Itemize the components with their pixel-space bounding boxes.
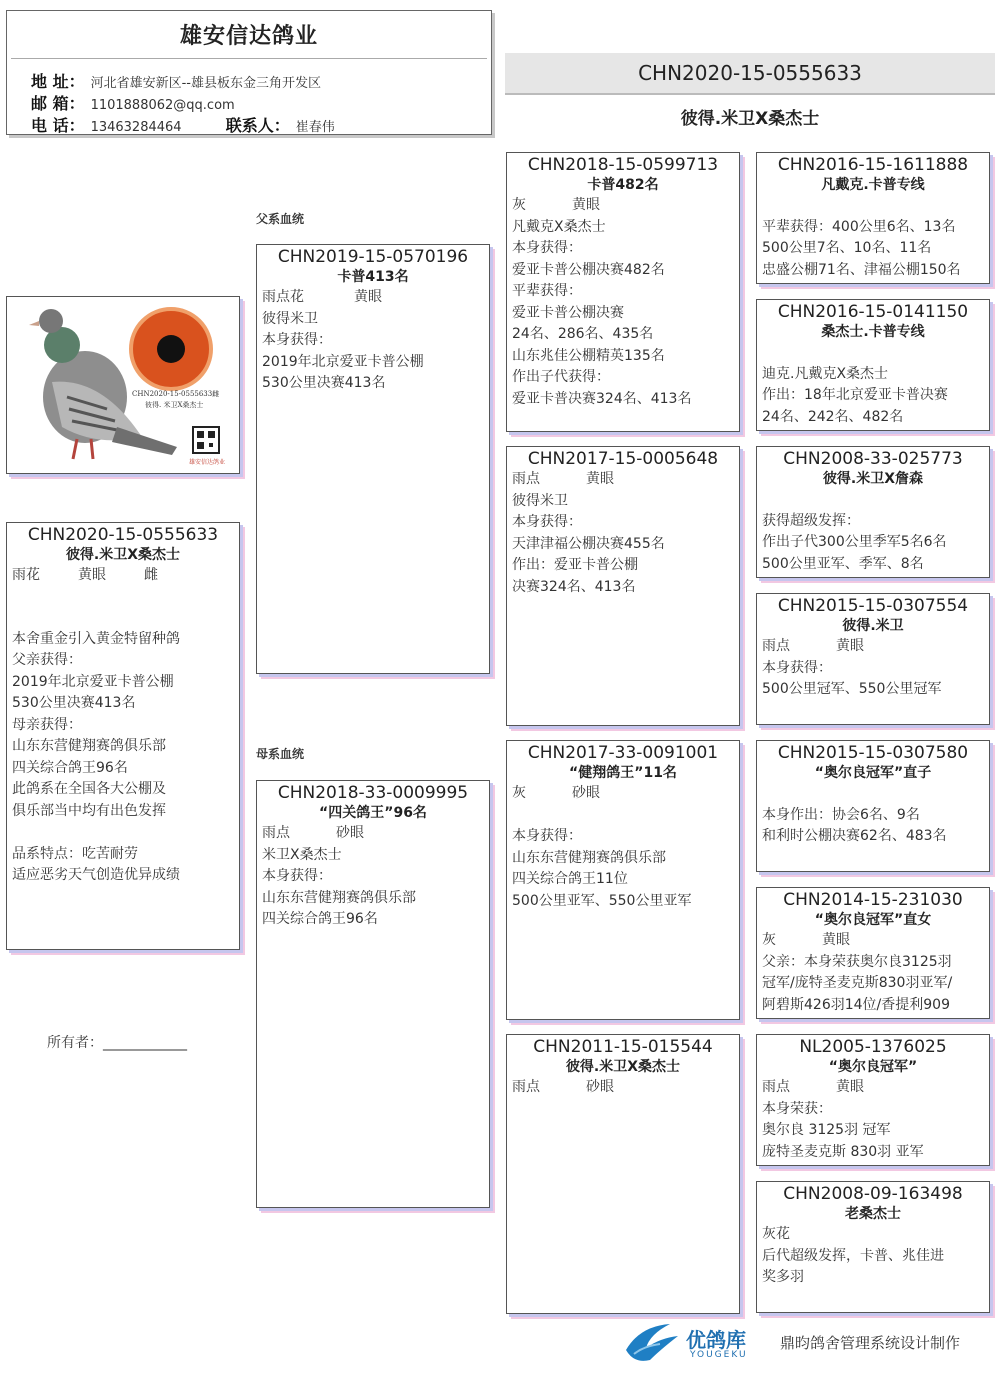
dds-eye: 黄眼 <box>836 1079 864 1095</box>
note-line: 24名、286名、435名 <box>512 326 654 342</box>
footer-credit <box>620 1318 990 1368</box>
sds-notes <box>757 489 989 575</box>
dam-traits <box>257 823 489 845</box>
sss-notes <box>757 195 989 281</box>
note-line <box>762 783 984 805</box>
sire-sire-title: 卡普482名 <box>587 177 659 193</box>
note-line: 彼得米卫 <box>512 492 568 509</box>
sdd-color: 雨点 <box>762 638 790 654</box>
note-line: 2019年北京爱亚卡普公棚 <box>12 673 174 690</box>
sire-dam-ring: CHN2017-15-0005648 <box>527 449 719 469</box>
dds-card[interactable] <box>756 1034 990 1166</box>
email-label: 邮 箱： <box>31 94 85 113</box>
dsd-eye: 黄眼 <box>822 932 850 948</box>
sire-traits <box>257 287 489 309</box>
dam-title: “四关鸽王”96名 <box>319 805 427 821</box>
note-line: 500公里亚军、550公里亚军 <box>512 892 692 909</box>
note-line: 爱亚卡普公棚决赛 <box>512 304 624 321</box>
dam-dam-color: 雨点 <box>512 1079 540 1095</box>
note-line: 品系特点：吃苦耐劳 <box>12 845 138 862</box>
note-line: 奥尔良 3125羽 冠军 <box>762 1122 891 1138</box>
dam-sire-ring: CHN2017-33-0091001 <box>527 743 719 763</box>
address-value: 河北省雄安新区--雄县板东金三角开发区 <box>90 76 321 91</box>
contact-value: 崔春伟 <box>295 120 335 135</box>
dam-color: 雨点 <box>262 825 290 841</box>
ssd-card[interactable] <box>756 299 990 431</box>
dam-sire-color: 灰 <box>512 785 526 801</box>
address-row <box>31 69 321 92</box>
dam-ring: CHN2018-33-0009995 <box>277 783 469 803</box>
sire-dam-card[interactable] <box>506 446 740 726</box>
sdd-title: 彼得.米卫 <box>842 618 904 634</box>
subject-title: 彼得.米卫X桑杰士 <box>65 547 181 563</box>
photo-caption-strain: 彼得. 米卫X桑杰士 <box>145 401 204 409</box>
dsd-ring: CHN2014-15-231030 <box>783 890 963 910</box>
note-line: 迪克.凡戴克X桑杰士 <box>762 365 889 382</box>
dss-notes <box>757 783 989 848</box>
footer-credit-text: 鼎昀鸽舍管理系统设计制作 <box>780 1334 961 1352</box>
note-line <box>762 342 984 364</box>
dam-sire-notes <box>507 805 739 913</box>
note-line: 500公里亚军、季军、8名 <box>762 555 924 572</box>
subject-notes <box>7 629 239 887</box>
note-line: 忠盛公棚71名、津福公棚150名 <box>762 261 961 278</box>
note-line: 爱亚卡普决赛324名、413名 <box>512 390 692 407</box>
dsd-color: 灰 <box>762 932 776 948</box>
dam-sire-traits <box>507 783 739 805</box>
phone-label: 电 话： <box>31 116 85 135</box>
sire-sire-card[interactable] <box>506 152 740 432</box>
note-line: 冠军/庞特圣麦克斯830羽亚军/ <box>762 975 953 991</box>
note-line: 米卫X桑杰士 <box>262 846 342 863</box>
note-line <box>762 195 984 217</box>
note-line: 530公里决赛413名 <box>12 695 136 711</box>
note-line: 彼得米卫 <box>262 310 318 327</box>
owner-field: 所有者：____________ <box>47 1035 187 1051</box>
note-line: 本身荣获： <box>762 1100 832 1117</box>
note-line: 庞特圣麦克斯 830羽 亚军 <box>762 1143 924 1160</box>
note-line: 灰花 <box>762 1226 790 1242</box>
sire-dam-notes <box>507 491 739 599</box>
dds-title: “奥尔良冠军” <box>828 1059 918 1075</box>
sdd-ring: CHN2015-15-0307554 <box>777 596 969 616</box>
email-row <box>31 91 235 114</box>
note-line: 作出子代300公里季军5名6名 <box>762 534 947 550</box>
sds-title: 彼得.米卫X詹森 <box>822 471 924 487</box>
sire-sire-notes <box>507 217 739 411</box>
note-line: 阿碧斯426羽14位/香提利909 <box>762 996 950 1013</box>
subject-ring-banner: CHN2020-15-0555633 <box>505 53 995 95</box>
dsd-title: “奥尔良冠军”直女 <box>814 912 932 928</box>
sdd-traits <box>757 636 989 658</box>
note-line: 适应恶劣天气创造优异成绩 <box>12 867 180 883</box>
ddd-card[interactable] <box>756 1181 990 1313</box>
note-line: 获得超级发挥： <box>762 512 860 529</box>
address-label: 地 址： <box>31 72 85 91</box>
dam-sire-title: “健翔鸽王”11名 <box>569 765 677 781</box>
note-line: 本身获得： <box>512 240 582 256</box>
note-line: 爱亚卡普公棚决赛482名 <box>512 261 665 278</box>
subject-strain-banner: 彼得.米卫X桑杰士 <box>680 109 820 129</box>
ssd-title: 桑杰士.卡普专线 <box>821 324 925 340</box>
sire-notes <box>257 309 489 395</box>
note-line: 500公里冠军、550公里冠军 <box>762 681 942 697</box>
dsd-traits <box>757 930 989 952</box>
sire-sire-traits <box>507 195 739 217</box>
note-line <box>12 822 234 844</box>
note-line: 奖多羽 <box>762 1269 804 1285</box>
loft-name: 雄安信达鸽业 <box>179 24 318 49</box>
pigeon-tail <box>112 427 177 455</box>
note-line: 凡戴克X桑杰士 <box>512 218 606 235</box>
ddd-notes <box>757 1224 989 1289</box>
dam-dam-title: 彼得.米卫X桑杰士 <box>565 1059 681 1075</box>
note-line: 山东东营健翔赛鸽俱乐部 <box>512 849 666 866</box>
dsd-card[interactable] <box>756 887 990 1019</box>
phone-value[interactable]: 13463284464 <box>90 120 182 135</box>
sire-card[interactable] <box>256 244 490 674</box>
dsd-notes <box>757 952 989 1017</box>
email-value[interactable]: 1101888062@qq.com <box>90 98 235 113</box>
ssd-notes <box>757 342 989 428</box>
ssd-ring: CHN2016-15-0141150 <box>777 302 969 322</box>
dam-dam-ring: CHN2011-15-015544 <box>533 1037 713 1057</box>
dam-eye: 砂眼 <box>336 825 364 841</box>
dam-notes <box>257 845 489 931</box>
ddd-ring: CHN2008-09-163498 <box>783 1184 963 1204</box>
note-line: 530公里决赛413名 <box>262 375 386 391</box>
eye-pupil <box>157 335 185 363</box>
note-line: 本身获得： <box>512 514 582 530</box>
note-line: 俱乐部当中均有出色发挥 <box>12 802 166 819</box>
sire-dam-traits <box>507 469 739 491</box>
dss-title: “奥尔良冠军”直子 <box>814 765 932 781</box>
sdd-eye: 黄眼 <box>836 638 864 654</box>
photo-brand: 雄安信达鸽业 <box>189 459 226 466</box>
note-line: 决赛324名、413名 <box>512 578 636 595</box>
sire-dam-eye: 黄眼 <box>586 471 614 487</box>
qr-code <box>193 427 219 453</box>
subject-color: 雨花 <box>12 567 40 583</box>
sire-eye: 黄眼 <box>354 289 382 305</box>
sss-ring: CHN2016-15-1611888 <box>777 155 969 175</box>
sire-sire-color: 灰 <box>512 197 526 213</box>
note-line: 平辈获得： <box>512 283 582 299</box>
dam-sire-eye: 砂眼 <box>572 785 600 801</box>
sds-ring: CHN2008-33-025773 <box>783 449 963 469</box>
dam-dam-traits <box>507 1077 739 1099</box>
note-line: 500公里7名、10名、11名 <box>762 240 932 256</box>
subject-eye: 黄眼 <box>78 567 106 583</box>
note-line: 四关综合鸽王11位 <box>512 871 628 887</box>
sss-title: 凡戴克.卡普专线 <box>821 177 925 193</box>
footer-brand-en: YOUGEKU <box>690 1350 748 1360</box>
sdd-card[interactable] <box>756 593 990 725</box>
pigeon-head <box>39 309 63 333</box>
sire-ring: CHN2019-15-0570196 <box>277 247 469 267</box>
note-line: 母亲获得： <box>12 716 82 733</box>
dam-line-label: 母系血统 <box>256 747 305 761</box>
sire-sire-ring: CHN2018-15-0599713 <box>527 155 719 175</box>
note-line: 24名、242名、482名 <box>762 408 904 425</box>
sdd-notes <box>757 658 989 701</box>
loft-info-header <box>6 10 492 135</box>
note-line: 2019年北京爱亚卡普公棚 <box>262 353 424 370</box>
pigeon-photo <box>6 296 240 474</box>
note-line: 作出：爱亚卡普公棚 <box>512 557 638 573</box>
subject-ring: CHN2020-15-0555633 <box>27 525 219 545</box>
subject-traits <box>7 565 239 587</box>
note-line: 天津津福公棚决赛455名 <box>512 535 665 552</box>
dam-dam-eye: 砂眼 <box>586 1079 614 1095</box>
note-line: 父亲：本身荣获奥尔良3125羽 <box>762 953 952 970</box>
sire-line-label: 父系血统 <box>256 212 305 226</box>
note-line: 四关综合鸽王96名 <box>12 759 128 776</box>
dam-dam-card[interactable] <box>506 1034 740 1314</box>
dds-ring: NL2005-1376025 <box>799 1037 947 1057</box>
note-line: 平辈获得：400公里6名、13名 <box>762 218 956 235</box>
note-line <box>762 489 984 511</box>
note-line: 此鸽系在全国各大公棚及 <box>12 781 166 797</box>
note-line: 本舍重金引入黄金特留种鸽 <box>12 630 180 647</box>
note-line: 山东东营健翔赛鸽俱乐部 <box>12 738 166 754</box>
note-line: 山东兆佳公棚精英135名 <box>512 347 665 364</box>
note-line: 作出子代获得： <box>512 369 610 385</box>
dds-notes <box>757 1099 989 1164</box>
sds-card[interactable] <box>756 446 990 578</box>
dam-sire-card[interactable] <box>506 740 740 1020</box>
note-line: 父亲获得： <box>12 652 82 668</box>
yougeku-logo-icon <box>620 1320 684 1364</box>
subject-card[interactable] <box>6 522 240 950</box>
sire-color: 雨点花 <box>262 289 304 305</box>
note-line: 本身获得： <box>262 868 332 884</box>
header-divider <box>11 58 487 59</box>
sire-title: 卡普413名 <box>337 269 409 285</box>
sire-sire-eye: 黄眼 <box>572 197 600 213</box>
subject-sex: 雌 <box>144 567 158 583</box>
dds-color: 雨点 <box>762 1079 790 1095</box>
dam-card[interactable] <box>256 780 490 1208</box>
note-line: 本身获得： <box>262 332 332 348</box>
note-line: 作出：18年北京爱亚卡普决赛 <box>762 387 948 403</box>
sire-dam-color: 雨点 <box>512 471 540 487</box>
note-line: 山东东营健翔赛鸽俱乐部 <box>262 889 416 906</box>
note-line: 本身获得： <box>762 659 832 676</box>
note-line: 四关综合鸽王96名 <box>262 911 378 927</box>
pigeon-illustration <box>7 297 239 473</box>
footer-brand-cn: 优鸽库 <box>686 1328 746 1352</box>
dds-traits <box>757 1077 989 1099</box>
photo-caption-ring: CHN2020-15-0555633雌 <box>132 390 220 398</box>
note-line <box>512 805 734 827</box>
dss-ring: CHN2015-15-0307580 <box>777 743 969 763</box>
contact-label: 联系人： <box>225 116 290 135</box>
note-line: 和利时公棚决赛62名、483名 <box>762 828 947 844</box>
phone-row <box>31 113 335 136</box>
ddd-title: 老桑杰士 <box>845 1206 901 1222</box>
pigeon-beak <box>29 321 39 326</box>
sss-card[interactable] <box>756 152 990 284</box>
dss-card[interactable] <box>756 740 990 872</box>
note-line: 后代超级发挥，卡普、兆佳进 <box>762 1247 944 1264</box>
note-line: 本身获得： <box>512 828 582 844</box>
note-line: 本身作出：协会6名、9名 <box>762 806 920 823</box>
